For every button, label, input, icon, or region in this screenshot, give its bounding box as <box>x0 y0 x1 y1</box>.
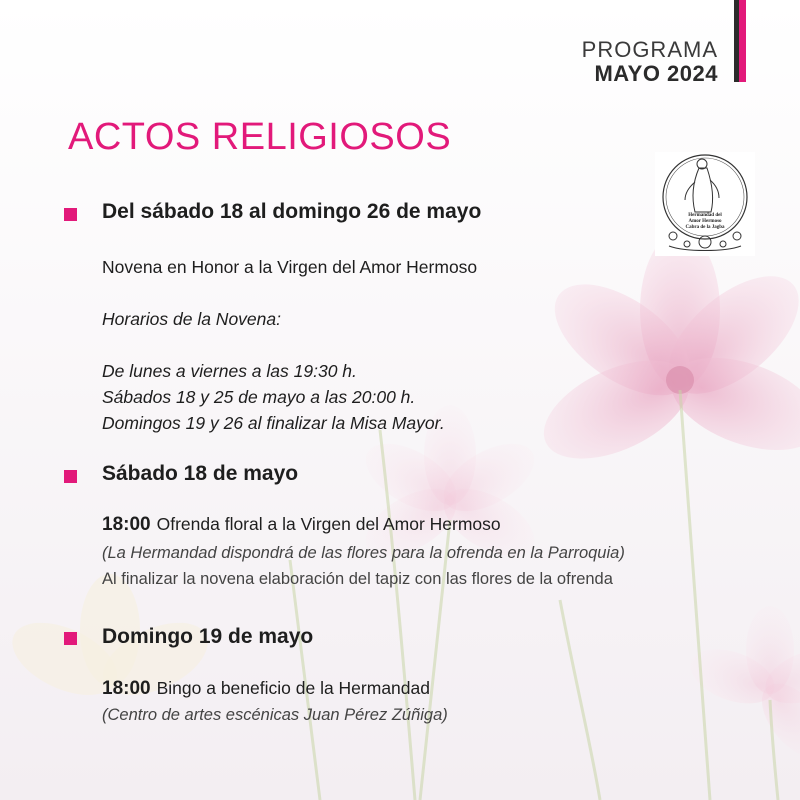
section-bullet <box>64 470 77 483</box>
section-bullet <box>64 208 77 221</box>
logo-line-2: Amor Hermoso <box>688 219 722 224</box>
hermandad-logo <box>655 152 755 256</box>
section-3-event: Bingo a beneficio de la Hermandad <box>156 678 430 698</box>
section-3-heading: Domingo 19 de mayo <box>102 625 314 648</box>
section-2-time: 18:00 <box>102 514 151 535</box>
section-2-event: Ofrenda floral a la Virgen del Amor Hermoso <box>156 514 501 534</box>
schedule-line-2: Sábados 18 y 25 de mayo a las 20:00 h. <box>102 387 416 407</box>
section-1-event: Novena en Honor a la Virgen del Amor Hermoso <box>102 257 478 277</box>
section-1-schedule-label: Horarios de la Novena: <box>102 309 281 329</box>
header-accent-bar <box>734 0 746 82</box>
section-2-heading: Sábado 18 de mayo <box>102 462 299 485</box>
section-bullet <box>64 632 77 645</box>
section-2-extra: Al finalizar la novena elaboración del tapiz con las flores de la ofrenda <box>102 570 613 588</box>
schedule-line-3: Domingos 19 y 26 al finalizar la Misa Mayor. <box>102 413 445 433</box>
section-3-note: (Centro de artes escénicas Juan Pérez Zúñiga) <box>102 706 448 724</box>
section-3-time: 18:00 <box>102 678 151 699</box>
program-label: PROGRAMA <box>581 37 718 62</box>
program-date: MAYO 2024 <box>594 61 718 86</box>
logo-line-1: Hermandad del <box>688 213 722 218</box>
schedule-line-1: De lunes a viernes a las 19:30 h. <box>102 361 357 381</box>
logo-line-3: Cabra de la Jagba <box>685 225 725 230</box>
section-3-event-line <box>102 678 430 700</box>
section-1-heading: Del sábado 18 al domingo 26 de mayo <box>102 200 482 223</box>
page-title: ACTOS RELIGIOSOS <box>68 116 452 158</box>
section-2-event-line <box>102 514 501 536</box>
section-2-note: (La Hermandad dispondrá de las flores para la ofrenda en la Parroquia) <box>102 544 625 562</box>
